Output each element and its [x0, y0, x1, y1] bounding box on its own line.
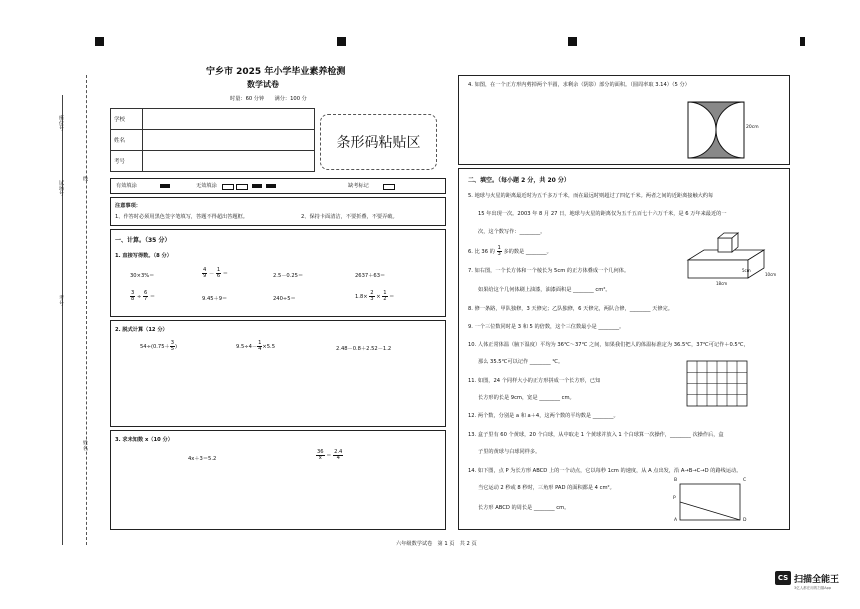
- section2-title: 二、填空。（每小题 2 分，共 20 分）: [468, 177, 570, 184]
- registration-mark: [337, 37, 346, 46]
- calc-7: 240÷5＝: [273, 296, 296, 302]
- wrong-fill-mark: [252, 184, 262, 188]
- wrong-fill-mark: [266, 184, 276, 188]
- q14-point-b: B: [674, 478, 678, 483]
- exam-no-label-cell: 考号: [111, 151, 143, 172]
- q5-line-2: 15 年出现一次。2003 年 8 月 27 日，地球与火星的距离仅为五千五百七十六万千米，是 6 万年来最近的一: [478, 211, 727, 217]
- q3-item-1: 4x＋3＝5.2: [188, 456, 217, 462]
- q14-point-d: D: [743, 518, 747, 523]
- q10-line-2: 那么 35.5℃可以记作 ________ ℃。: [478, 359, 564, 365]
- line-label: 线: [82, 176, 88, 182]
- exam-no-label: 试场号: [58, 180, 64, 196]
- q11-line-1: 11. 如图，24 个同样大小的正方形拼成一个长方形，已知: [468, 378, 601, 384]
- calc-4: 2637＋63＝: [355, 273, 386, 279]
- exam-subtitle: 数学试卷: [247, 80, 279, 89]
- q2-title: 2. 脱式计算（12 分）: [115, 327, 168, 333]
- q8: 8. 修一条路，甲队独修，3 天修完；乙队独修，6 天修完，两队合修，________ 天修完。: [468, 306, 673, 312]
- barcode-area: 条形码粘贴区: [320, 114, 437, 170]
- q11-line-2: 长方形的长是 9cm，宽是 ________ cm。: [478, 395, 575, 401]
- notice-title: 注意事项：: [115, 203, 141, 209]
- correct-fill-mark: [160, 184, 170, 188]
- school-label: 学校: [111, 109, 143, 130]
- q14-line-1: 14. 如下图，点 P 为长方形 ABCD 上的一个动点，它以每秒 1cm 的速度，从 A 点出发，沿 A→B→C→D 的路线运动。: [468, 468, 742, 474]
- q14-line-3: 长方形 ABCD 的周长是 ________ cm。: [478, 505, 570, 511]
- q7-label-5cm: 5cm: [742, 268, 751, 273]
- seat-label: 座位号: [58, 115, 64, 131]
- calc-8: 1.8× $\frac{2}{3}$ × $\frac{1}{2}$ ＝: [355, 290, 395, 303]
- q2-item-1: 54÷(0.75＋ $\frac{3}{5}$ ): [140, 340, 178, 353]
- q10-line-1: 10. 人体正常体温（腋下温度）平均为 36℃～37℃ 之间，如果我们把人的体温标准定为 36.5℃，37℃可记作＋0.5℃，: [468, 342, 749, 348]
- q13-line-1: 13. 盒子里有 60 个黄球，20 个白球，从中取走 1 个黄球并放入 1 个白球算一次操作，________ 次操作后，盒: [468, 432, 724, 438]
- registration-mark: [800, 37, 805, 46]
- registration-mark: [95, 37, 104, 46]
- exam-no-field[interactable]: [143, 151, 315, 172]
- q7-line-1: 7. 如右图，一个长方体和一个棱长为 5cm 的正方体叠成一个几何体。: [468, 268, 630, 274]
- wrong-fill-label: 无效填涂: [196, 183, 217, 189]
- calc-6: 9.45＋9＝: [202, 296, 228, 302]
- q4-length-label: 20cm: [746, 125, 759, 130]
- q7-figure: [684, 230, 780, 286]
- school-field[interactable]: [143, 109, 315, 130]
- page-footer: 六年级数学试卷 第 1 页 共 2 页: [396, 541, 477, 547]
- q1-title: 1. 直接写得数。（8 分）: [115, 253, 172, 259]
- q3-item-2: $\frac{36}{x}$ ＝ $\frac{2.4}{4}$: [317, 449, 343, 462]
- q12: 12. 两个数，分别是 a 和 a＋4，这两个数的平均数是 ________。: [468, 413, 619, 419]
- notice-box: [110, 197, 446, 226]
- correct-fill-label: 有效填涂: [116, 183, 137, 189]
- q7-line-2: 如果给这个几何体刷上油漆，油漆面积是 ________ cm²。: [478, 287, 611, 293]
- camscanner-logo-icon: CS: [775, 571, 791, 585]
- q7-label-18cm: 18cm: [716, 281, 728, 286]
- watermark-tagline: 3亿人都在用的扫描App: [794, 586, 832, 590]
- q2-item-2: 9.5÷4－ $\frac{1}{4}$ ×5.5: [236, 340, 276, 353]
- side-exam-no-label: 考号: [58, 295, 64, 306]
- binding-dashed-line: [86, 75, 87, 545]
- absent-label: 缺考标记: [348, 183, 369, 189]
- binding-line: [62, 95, 63, 545]
- q14-point-c: C: [743, 478, 747, 483]
- calc-3: 2.5－0.25＝: [273, 273, 304, 279]
- exam-title: 宁乡市 2025 年小学毕业素养检测: [206, 67, 346, 77]
- section1-q3-box: [110, 430, 446, 530]
- calc-5: $\frac{3}{8}$ ÷ $\frac{6}{7}$ ＝: [131, 290, 156, 303]
- notice-item-1: 1、作答时必须用黑色签字笔填写，答题不得超出答题框。: [115, 214, 248, 220]
- watermark-name: 扫描全能王: [794, 575, 840, 585]
- q4-figure: [686, 100, 756, 160]
- q5-line-1: 5. 地球与火星的距离最近时为五千多万千米，而在最远时则超过了四亿千米。两者之间的近距离接触大约每: [468, 193, 714, 199]
- q5-line-3: 次，这个数写作：________。: [478, 229, 546, 235]
- name-field[interactable]: [143, 130, 315, 151]
- q14-point-p: P: [673, 496, 676, 501]
- section1-title: 一、计算。（35 分）: [115, 237, 171, 244]
- name-label: 姓名: [111, 130, 143, 151]
- q4-text: 4. 如图，在一个正方形内剪掉两个半圆，求剩余（阴影）部分的面积。（圆周率取 3.14）（5 分）: [468, 82, 690, 88]
- side-name-label: 姓名: [82, 440, 88, 451]
- calc-1: 30×3%＝: [130, 273, 155, 279]
- q11-grid-figure: [686, 360, 750, 410]
- registration-mark: [568, 37, 577, 46]
- q9: 9. 一个三位数同时是 3 和 5 的倍数，这个三位数最小是 ________。: [468, 324, 625, 330]
- q3-title: 3. 求未知数 x（10 分）: [115, 437, 173, 443]
- calc-2: $\frac{4}{9}$ － $\frac{1}{6}$ ＝: [203, 267, 228, 280]
- q13-line-2: 子里的黄球与白球同样多。: [478, 449, 541, 455]
- section2-box: [458, 168, 790, 530]
- q6: 6. 比 36 的 $\frac{1}{3}$ 多的数是 ________。: [468, 245, 552, 258]
- absent-mark[interactable]: [383, 184, 395, 190]
- q14-figure: [670, 480, 750, 526]
- q14-line-2: 当它运动 2 秒或 8 秒时，三角形 PAD 的面积都是 4 cm²。: [478, 485, 615, 491]
- q7-label-10cm: 10cm: [765, 272, 777, 277]
- notice-item-2: 2、保持卡面清洁，不要折叠，不要弄破。: [301, 214, 398, 220]
- time-score: 时量：60 分钟 满分：100 分: [230, 96, 307, 102]
- wrong-fill-mark: [222, 184, 234, 190]
- q14-point-a: A: [674, 518, 678, 523]
- student-info-table: [110, 108, 315, 172]
- q2-item-3: 2.48－0.8＋2.52－1.2: [336, 346, 392, 352]
- wrong-fill-mark: [236, 184, 248, 190]
- section1-q2-box: [110, 320, 446, 427]
